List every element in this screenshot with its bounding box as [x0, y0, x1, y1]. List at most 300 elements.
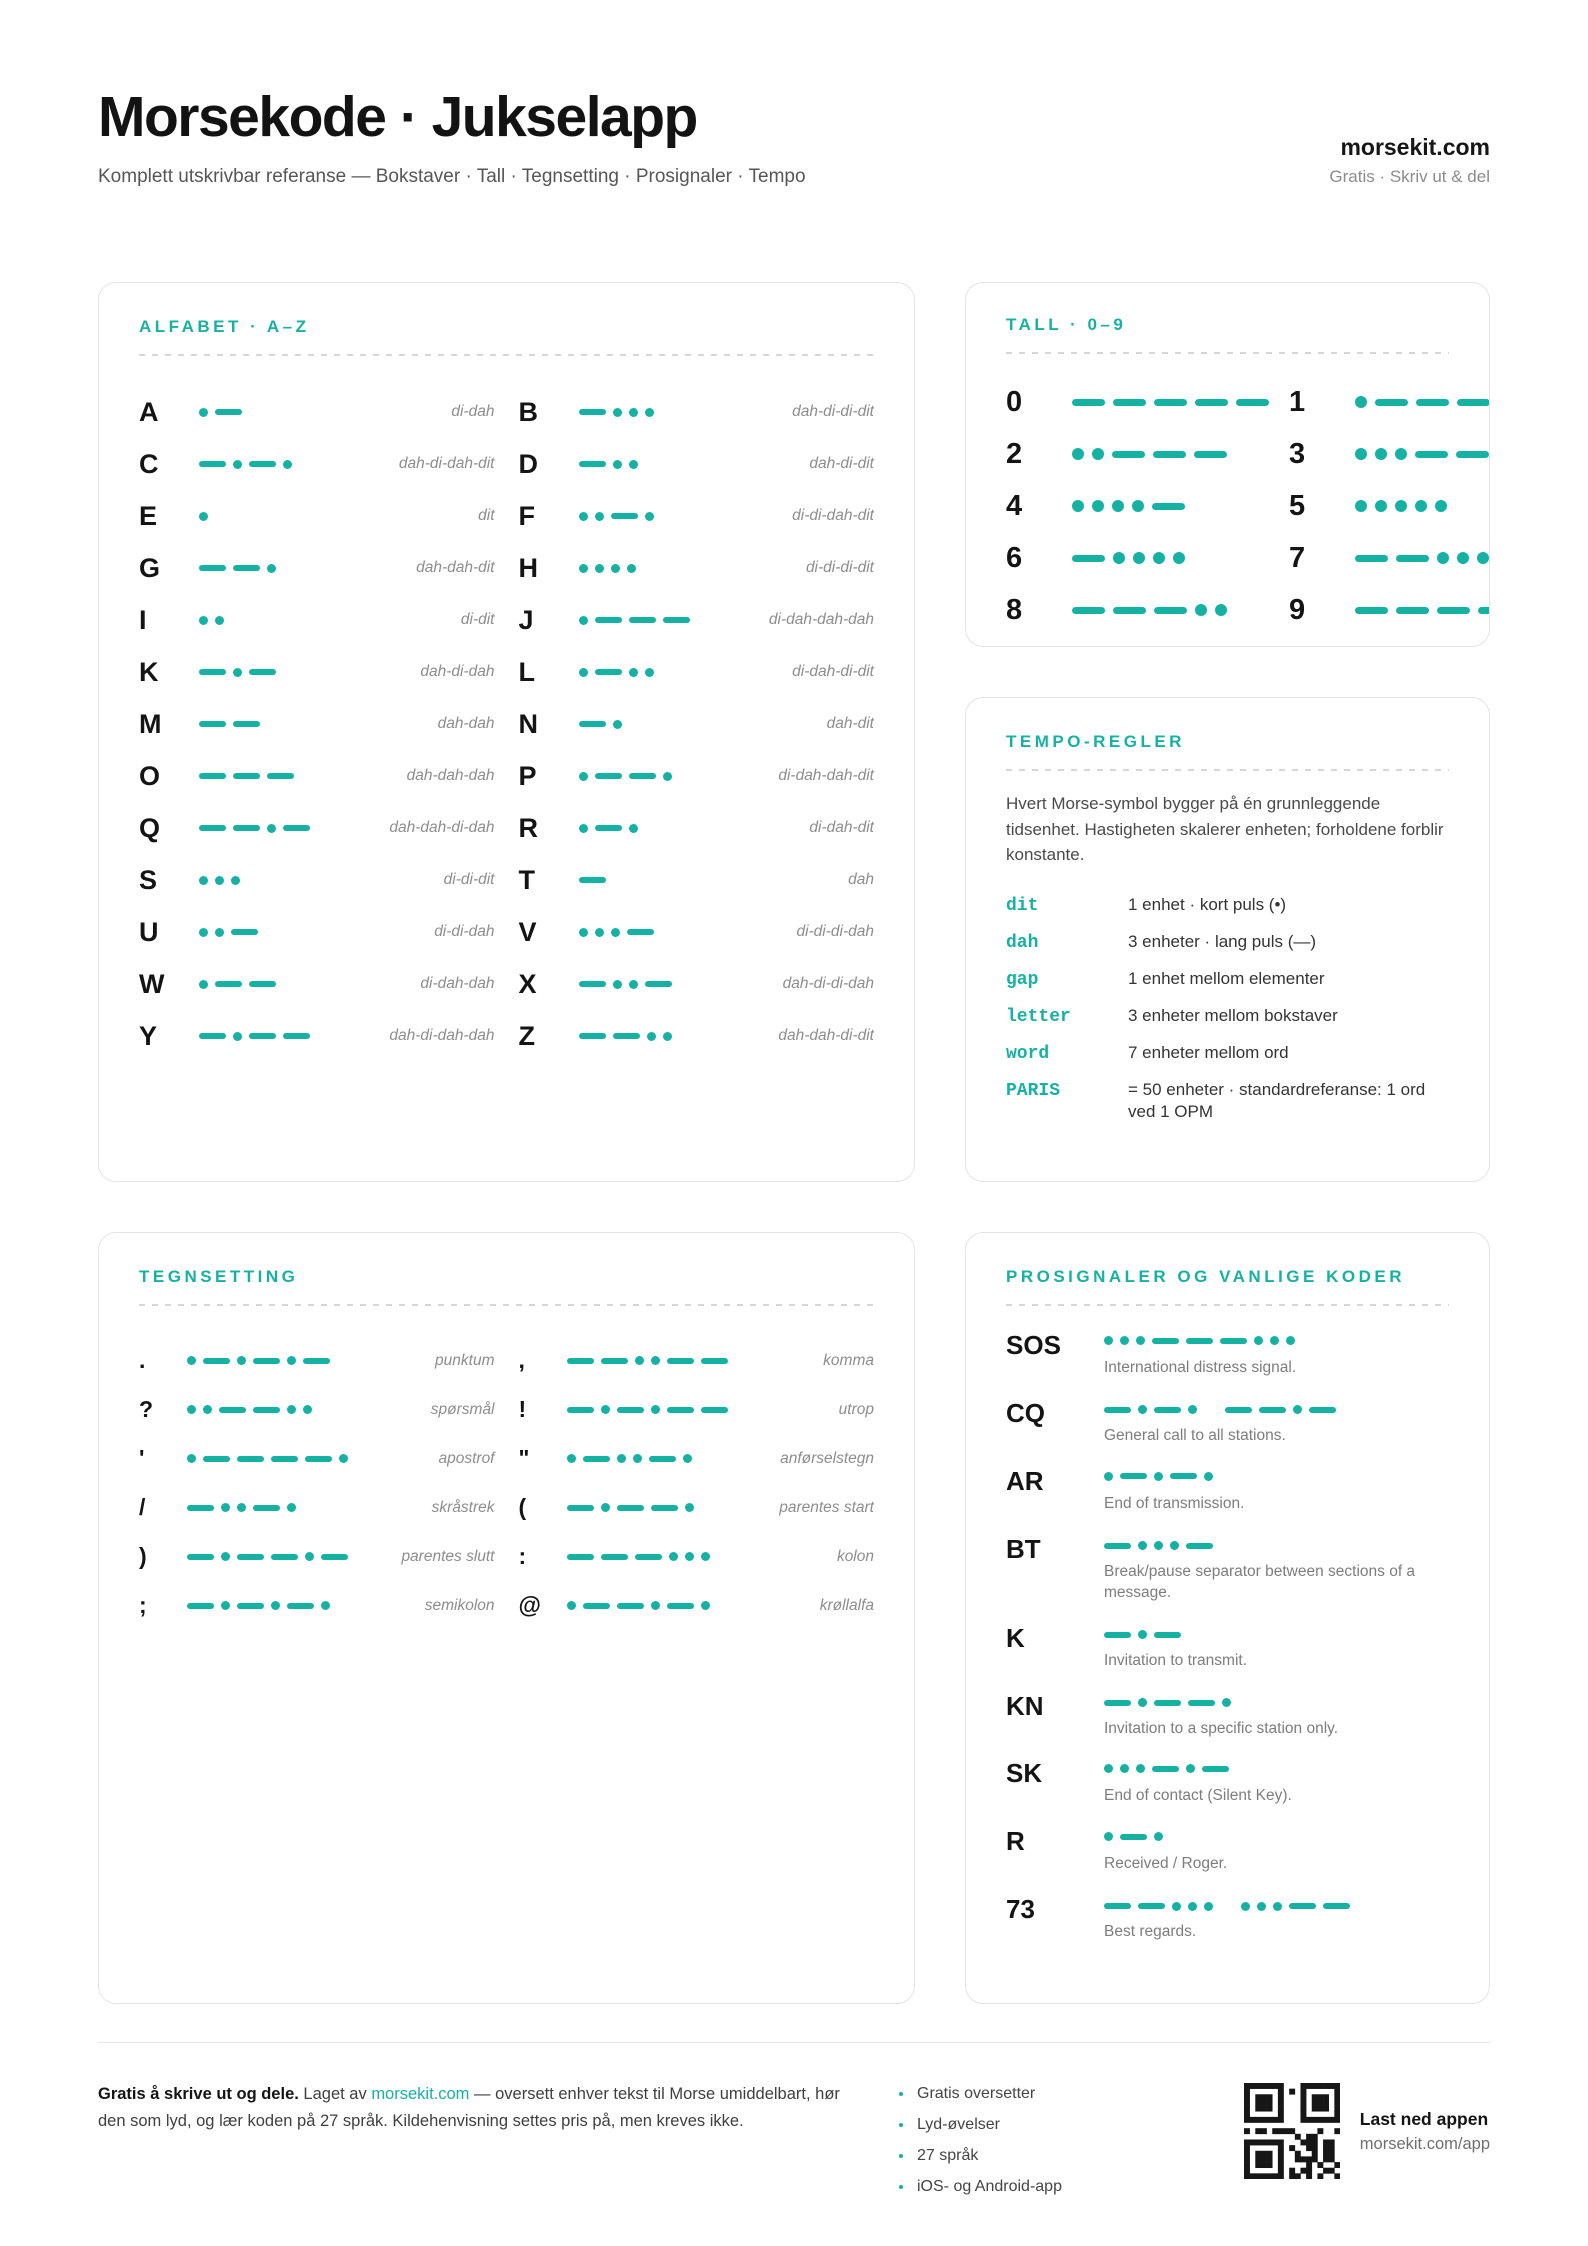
prosign-row	[1006, 1690, 1449, 1740]
letter-phonetic: dah-di-dit	[809, 455, 874, 472]
morse-dot	[579, 772, 588, 781]
letter-phonetic: dah-di-dah	[420, 663, 495, 680]
morse-dot	[1273, 1902, 1282, 1911]
punctuation-name: spørsmål	[430, 1400, 495, 1418]
morse-dot	[199, 876, 208, 885]
morse-dot	[685, 1503, 694, 1512]
letter-char: K	[139, 656, 159, 687]
letter-char: T	[518, 864, 535, 895]
morse-dot	[1375, 500, 1387, 512]
letter-char: N	[518, 708, 538, 739]
prosign-body	[1104, 1693, 1449, 1740]
morse-dot	[1120, 1336, 1129, 1345]
header-left	[98, 84, 806, 188]
morse-dot	[1437, 552, 1449, 564]
morse-dash	[1457, 399, 1490, 406]
letter-row	[519, 698, 875, 750]
morse-dash	[579, 461, 606, 467]
morse-dash	[583, 1603, 610, 1609]
morse-dash	[199, 773, 226, 779]
tempo-rule-desc: 3 enheter mellom bokstaver	[1128, 1005, 1338, 1025]
punctuation-name: komma	[823, 1351, 874, 1369]
prosign-body	[1104, 1625, 1449, 1672]
morse-dash	[283, 1033, 310, 1039]
morse-dash	[629, 773, 656, 779]
letter-phonetic: dah-di-di-dah	[782, 975, 874, 992]
morse-dot	[1293, 1405, 1302, 1414]
morse-dash	[651, 1505, 678, 1511]
prosign-label: BT	[1006, 1533, 1041, 1564]
morse-dot	[1133, 552, 1145, 564]
morse-code	[579, 980, 783, 989]
tempo-card	[965, 697, 1490, 1182]
prosign-row	[1006, 1896, 1449, 1943]
punctuation-char: (	[518, 1494, 527, 1520]
morse-code	[579, 772, 779, 781]
morse-dot	[1072, 500, 1084, 512]
morse-dot	[1136, 1336, 1145, 1345]
morse-dot	[579, 928, 588, 937]
morse-dash	[1396, 555, 1429, 562]
prosign-label: SOS	[1006, 1330, 1061, 1360]
morse-dot	[187, 1454, 196, 1463]
morse-dash	[253, 1505, 280, 1511]
morse-dash	[1120, 1473, 1147, 1479]
number-row	[1006, 584, 1269, 636]
morse-dot	[199, 512, 208, 521]
morse-dot	[613, 408, 622, 417]
morse-dot	[203, 1405, 212, 1414]
morse-dot	[645, 408, 654, 417]
app-download-label: Last ned appen	[1359, 2108, 1489, 2129]
morse-dot	[579, 564, 588, 573]
morse-dot	[221, 1503, 230, 1512]
letter-row	[139, 594, 495, 646]
tempo-rule-key: letter	[1006, 1006, 1071, 1027]
punctuation-char: ;	[139, 1592, 147, 1618]
tempo-rule-key: gap	[1006, 969, 1039, 990]
morse-dot	[237, 1356, 246, 1365]
letter-row	[139, 1010, 495, 1062]
prosign-body	[1104, 1536, 1449, 1604]
morse-dash	[233, 773, 260, 779]
morse-dot	[1154, 1541, 1163, 1550]
morse-dash	[1154, 607, 1187, 614]
morse-dash	[701, 1407, 728, 1413]
letter-row	[139, 958, 495, 1010]
morse-dot	[1254, 1336, 1263, 1345]
right-column	[965, 282, 1490, 2004]
morse-code	[1104, 1902, 1350, 1911]
morse-dot	[1092, 448, 1104, 460]
morse-dash	[567, 1358, 594, 1364]
morse-dash	[1072, 607, 1105, 614]
morse-dot	[567, 1454, 576, 1463]
morse-dash	[1104, 1632, 1131, 1638]
letter-char: Y	[139, 1020, 158, 1051]
footer-note-rest: — oversett enhver tekst til Morse umiddelbart, hør den som lyd, og lær koden på 27 språk. Kildehenvisning settes pris på, men kreves ikke.	[98, 2085, 840, 2130]
tempo-rule-key: dit	[1006, 895, 1039, 916]
letter-char: Z	[518, 1020, 535, 1051]
morse-code	[199, 616, 461, 625]
morse-dot	[635, 1356, 644, 1365]
morse-code	[579, 408, 793, 417]
morse-code	[1104, 1541, 1213, 1550]
letter-phonetic: dah-di-dah-dah	[389, 1027, 495, 1044]
morse-dot	[1222, 1698, 1231, 1707]
morse-dash	[645, 981, 672, 987]
punctuation-char: )	[139, 1543, 147, 1569]
morse-dot	[1136, 1764, 1145, 1773]
feature-list	[899, 2081, 1198, 2209]
letter-row	[139, 802, 495, 854]
morse-dash	[1236, 399, 1269, 406]
punctuation-char: .	[139, 1347, 146, 1373]
tempo-rule-desc: = 50 enheter · standardreferanse: 1 ord ved 1 OPM	[1128, 1079, 1426, 1122]
morse-dot	[215, 876, 224, 885]
morse-code	[567, 1405, 839, 1414]
morse-dash	[219, 1407, 246, 1413]
prosign-body	[1104, 1400, 1449, 1447]
letter-char: M	[139, 708, 162, 739]
letter-phonetic: di-dah-dah	[420, 975, 495, 992]
morse-dot	[1072, 448, 1084, 460]
prosign-body	[1104, 1332, 1449, 1379]
letter-row	[519, 802, 875, 854]
letter-phonetic: di-di-dah	[434, 923, 495, 940]
morse-code	[199, 408, 451, 417]
morse-dash	[663, 617, 690, 623]
prosigns-heading: PROSIGNALER OG VANLIGE KODER	[1006, 1267, 1405, 1286]
morse-dash	[649, 1456, 676, 1462]
prosign-label: CQ	[1006, 1397, 1045, 1428]
tempo-rule-row	[1006, 1042, 1449, 1064]
morse-dash	[595, 669, 622, 675]
morse-dot	[237, 1503, 246, 1512]
morse-dot	[627, 564, 636, 573]
prosign-desc: Invitation to transmit.	[1104, 1651, 1248, 1669]
morse-code	[199, 824, 389, 833]
punctuation-name: semikolon	[424, 1596, 495, 1614]
morse-dash	[231, 929, 258, 935]
number-row	[1289, 428, 1490, 480]
morse-dot	[633, 1454, 642, 1463]
morse-dot	[1138, 1630, 1147, 1639]
morse-dot	[199, 408, 208, 417]
bullet-icon	[899, 2123, 903, 2127]
number-row	[1006, 428, 1269, 480]
punctuation-heading: TEGNSETTING	[139, 1267, 299, 1286]
morse-code	[1072, 604, 1269, 616]
letter-char: F	[518, 500, 535, 531]
morse-dash	[187, 1603, 214, 1609]
letter-char: R	[518, 812, 538, 843]
morse-dash	[249, 461, 276, 467]
morse-code	[199, 512, 478, 521]
morse-dot	[1355, 448, 1367, 460]
letter-phonetic: dah-di-dah-dit	[398, 455, 495, 472]
morse-dash	[1104, 1407, 1131, 1413]
tempo-heading: TEMPO-REGLER	[1006, 732, 1185, 751]
morse-dot	[215, 616, 224, 625]
number-char: 6	[1006, 541, 1023, 574]
letter-row	[519, 906, 875, 958]
morse-dash	[1113, 399, 1146, 406]
morse-dash	[1202, 1766, 1229, 1772]
morse-dash	[1153, 451, 1186, 458]
left-column	[98, 282, 915, 2004]
morse-dash	[617, 1505, 644, 1511]
morse-dash	[1072, 399, 1105, 406]
morse-dash	[321, 1554, 348, 1560]
morse-dash	[567, 1505, 594, 1511]
morse-dash	[1355, 607, 1388, 614]
prosign-label: AR	[1006, 1465, 1044, 1496]
letter-phonetic: di-dah-dah-dah	[768, 611, 874, 628]
letter-char: L	[518, 656, 535, 687]
prosign-body	[1104, 1468, 1449, 1515]
morse-dot	[617, 1454, 626, 1463]
number-row	[1006, 480, 1269, 532]
app-download-url: morsekit.com/app	[1359, 2134, 1490, 2153]
morse-dot	[651, 1601, 660, 1610]
morse-code	[1104, 1405, 1336, 1414]
morse-dot	[567, 1601, 576, 1610]
letter-phonetic: di-di-dah-dit	[792, 507, 874, 524]
prosign-row	[1006, 1397, 1449, 1447]
number-char: 8	[1006, 593, 1023, 626]
morse-dot	[267, 564, 276, 573]
morse-dash	[237, 1456, 264, 1462]
morse-code	[567, 1601, 820, 1610]
bullet-icon	[899, 2185, 903, 2189]
morse-dash	[249, 981, 276, 987]
number-row	[1289, 376, 1490, 428]
morse-dot	[1104, 1472, 1113, 1481]
prosign-label: R	[1006, 1826, 1025, 1857]
morse-dash	[579, 721, 606, 727]
punctuation-row	[519, 1434, 875, 1483]
tempo-rule-key: word	[1006, 1043, 1050, 1064]
punctuation-row	[519, 1532, 875, 1581]
prosign-desc: Best regards.	[1104, 1923, 1197, 1941]
letter-char: S	[139, 864, 158, 895]
morse-dot	[601, 1405, 610, 1414]
punctuation-row	[139, 1581, 495, 1630]
morse-dot	[1113, 552, 1125, 564]
morse-dash	[1152, 1766, 1179, 1772]
letter-row	[519, 958, 875, 1010]
letter-phonetic: dah-dah-dah	[406, 767, 495, 784]
morse-dot	[1173, 552, 1185, 564]
qr-labels	[1360, 2109, 1490, 2154]
numbers-list	[1006, 376, 1449, 636]
morse-dot	[663, 772, 672, 781]
morse-dash	[1152, 1338, 1179, 1344]
morse-dot	[187, 1405, 196, 1414]
morse-code	[567, 1503, 780, 1512]
number-char: 5	[1289, 489, 1306, 522]
punctuation-row	[139, 1483, 495, 1532]
morse-code	[579, 928, 797, 937]
morse-dot	[1104, 1832, 1113, 1841]
alphabet-card	[98, 282, 915, 1182]
morse-dot	[1215, 604, 1227, 616]
morse-code	[187, 1356, 435, 1365]
morse-code	[1355, 448, 1490, 460]
morse-dash	[305, 1456, 332, 1462]
letter-char: C	[139, 448, 159, 479]
morse-dash	[1120, 1834, 1147, 1840]
feature-text: iOS- og Android-app	[917, 2178, 1062, 2195]
letter-phonetic: di-di-dit	[443, 871, 495, 888]
punctuation-char: :	[518, 1543, 527, 1569]
letter-row	[519, 386, 875, 438]
morse-dash	[667, 1603, 694, 1609]
morse-dot	[215, 928, 224, 937]
morse-dot	[1153, 552, 1165, 564]
morse-dot	[595, 512, 604, 521]
footer-site-link[interactable]: morsekit.com	[371, 2085, 470, 2103]
punctuation-row	[519, 1581, 875, 1630]
morse-dot	[1132, 500, 1144, 512]
number-char: 9	[1289, 593, 1306, 626]
tempo-rule-row	[1006, 968, 1449, 990]
morse-dot	[1104, 1764, 1113, 1773]
morse-dash	[249, 669, 276, 675]
morse-dash	[579, 981, 606, 987]
letter-row	[519, 542, 875, 594]
morse-dot	[1270, 1336, 1279, 1345]
morse-dash	[1478, 607, 1490, 614]
letter-row	[139, 750, 495, 802]
morse-dot	[1154, 1832, 1163, 1841]
letter-phonetic: di-di-di-dah	[796, 923, 874, 940]
qr-block	[1244, 2081, 1490, 2179]
morse-code	[579, 564, 806, 573]
morse-dot	[233, 668, 242, 677]
alphabet-list	[139, 386, 874, 1062]
morse-dash	[579, 1033, 606, 1039]
morse-code	[579, 1032, 779, 1041]
morse-dot	[1188, 1405, 1197, 1414]
footer-note	[98, 2081, 853, 2134]
morse-code	[187, 1503, 432, 1512]
letter-row	[519, 854, 875, 906]
punctuation-char: '	[139, 1445, 145, 1471]
number-char: 1	[1289, 385, 1306, 418]
footer-note-lead: Gratis å skrive ut og dele.	[98, 2085, 299, 2103]
letter-phonetic: di-dah-dit	[809, 819, 874, 836]
number-char: 3	[1289, 437, 1306, 470]
morse-dash	[1259, 1407, 1286, 1413]
morse-dot	[579, 616, 588, 625]
morse-dash	[1194, 451, 1227, 458]
morse-dot	[1138, 1698, 1147, 1707]
morse-dot	[1154, 1472, 1163, 1481]
morse-dash	[215, 981, 242, 987]
morse-dash	[199, 461, 226, 467]
morse-dash	[617, 1407, 644, 1413]
morse-dot	[611, 564, 620, 573]
dashed-divider	[1006, 352, 1449, 354]
morse-dot	[287, 1405, 296, 1414]
morse-dash	[617, 1603, 644, 1609]
tempo-rule-row	[1006, 894, 1449, 916]
morse-dash	[203, 1456, 230, 1462]
morse-dash	[1396, 607, 1429, 614]
morse-dash	[595, 773, 622, 779]
morse-dot	[651, 1405, 660, 1414]
letter-char: P	[518, 760, 537, 791]
letter-char: H	[518, 552, 538, 583]
prosign-body	[1104, 1896, 1449, 1943]
morse-dash	[1375, 399, 1408, 406]
prosign-label: 73	[1006, 1894, 1035, 1925]
morse-dot	[287, 1356, 296, 1365]
prosign-desc: General call to all stations.	[1104, 1426, 1286, 1444]
morse-dash	[1104, 1700, 1131, 1706]
morse-dot	[1395, 500, 1407, 512]
letter-phonetic: dah-dah-di-dit	[778, 1027, 874, 1044]
morse-dot	[629, 460, 638, 469]
punctuation-name: parentes slutt	[401, 1547, 495, 1565]
morse-dot	[1257, 1902, 1266, 1911]
morse-dot	[1457, 552, 1469, 564]
punctuation-char: /	[139, 1494, 146, 1520]
morse-dash	[199, 565, 226, 571]
number-row	[1006, 376, 1269, 428]
morse-dot	[613, 460, 622, 469]
morse-code	[1072, 500, 1269, 512]
morse-dash	[627, 929, 654, 935]
morse-dot	[1375, 448, 1387, 460]
morse-dot	[187, 1356, 196, 1365]
tempo-rule-desc: 1 enhet · kort puls (•)	[1128, 894, 1287, 914]
morse-dash	[199, 669, 226, 675]
tempo-rule-desc: 1 enhet mellom elementer	[1128, 968, 1325, 988]
prosigns-list	[1006, 1332, 1449, 1943]
letter-char: G	[139, 552, 161, 583]
letter-phonetic: dah-dit	[826, 715, 874, 732]
morse-dot	[1395, 448, 1407, 460]
letter-row	[519, 1010, 875, 1062]
prosign-row	[1006, 1622, 1449, 1672]
morse-dash	[611, 513, 638, 519]
morse-code	[579, 824, 810, 833]
prosign-label: SK	[1006, 1758, 1043, 1789]
morse-dot	[1186, 1764, 1195, 1773]
morse-dash	[1138, 1903, 1165, 1909]
morse-dash	[253, 1358, 280, 1364]
morse-dot	[1435, 500, 1447, 512]
morse-code	[1355, 396, 1490, 408]
morse-dash	[595, 617, 622, 623]
morse-dash	[287, 1603, 314, 1609]
letter-phonetic: di-dah-di-dit	[792, 663, 874, 680]
morse-dot	[595, 564, 604, 573]
number-char: 0	[1006, 385, 1023, 418]
morse-dash	[237, 1603, 264, 1609]
letter-row	[519, 750, 875, 802]
letter-row	[139, 490, 495, 542]
prosigns-card	[965, 1232, 1490, 2004]
morse-dot	[199, 616, 208, 625]
morse-dash	[1188, 1700, 1215, 1706]
morse-dot	[1188, 1902, 1197, 1911]
feature-text: Lyd-øvelser	[917, 2116, 1000, 2133]
tempo-rule-desc: 7 enheter mellom ord	[1128, 1042, 1289, 1062]
